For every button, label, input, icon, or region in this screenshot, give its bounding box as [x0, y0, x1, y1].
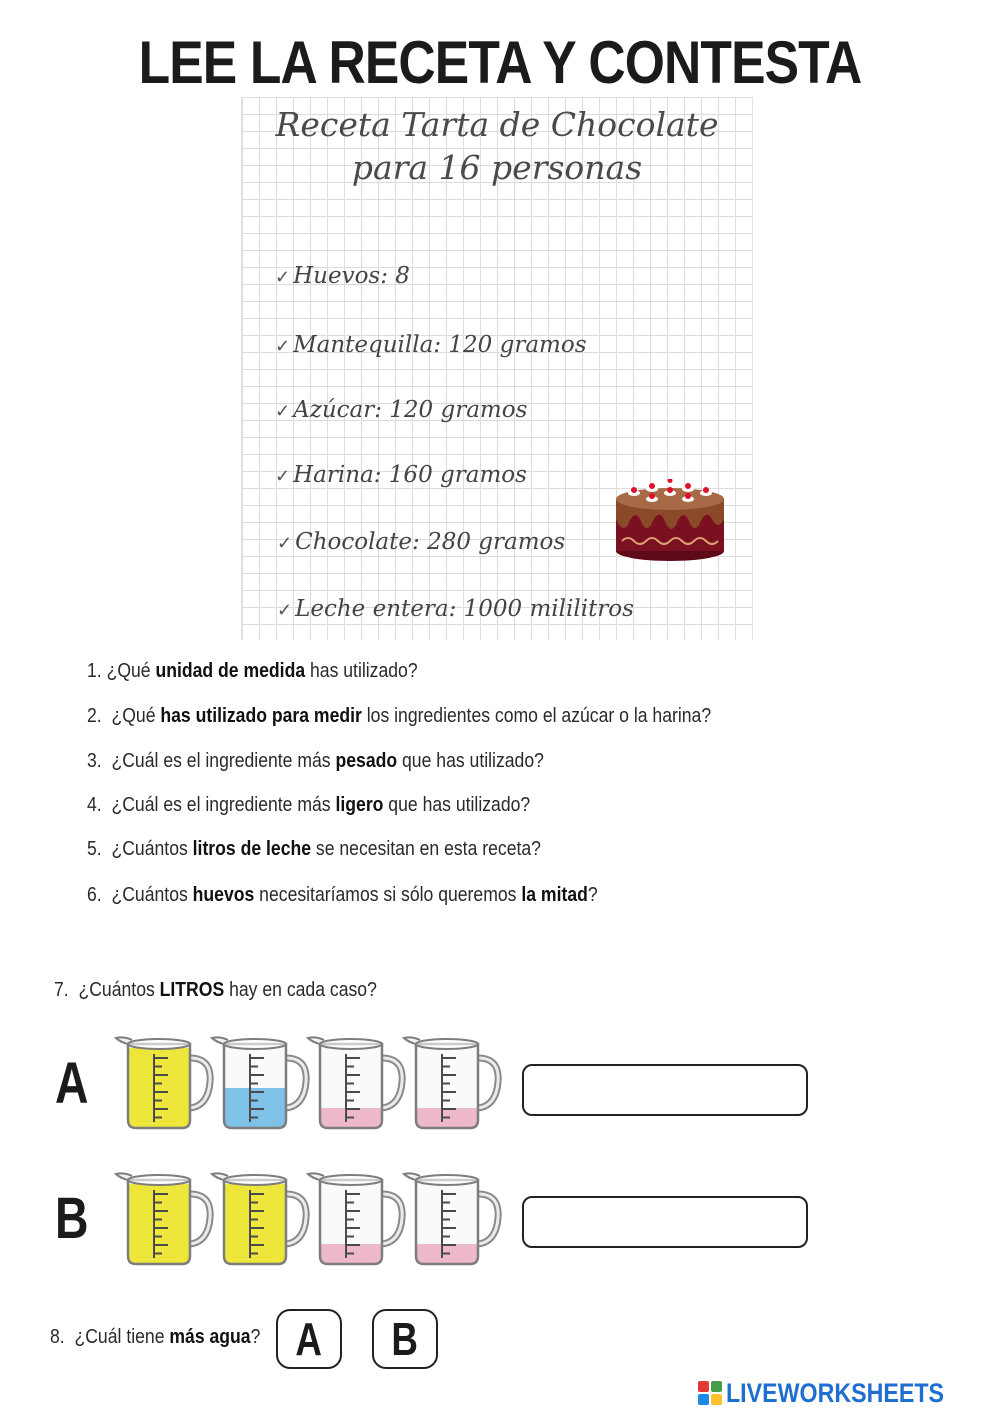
ingredient-item: ✓ Chocolate: 280 gramos	[277, 529, 566, 555]
row-b-label: B	[55, 1186, 89, 1251]
question-6: 6. ¿Cuántos huevos necesitaríamos si sólo queremos la mitad?	[87, 884, 598, 906]
recipe-card	[241, 97, 753, 640]
answer-input-b[interactable]	[522, 1196, 808, 1248]
question-2: 2. ¿Qué has utilizado para medir los ingredientes como el azúcar o la harina?	[87, 705, 712, 727]
measuring-jug-icon	[306, 1034, 406, 1134]
ingredient-item: ✓ Huevos: 8	[275, 263, 410, 289]
check-icon: ✓	[275, 267, 291, 288]
measuring-jug-icon	[306, 1170, 406, 1270]
measuring-jug-icon	[210, 1170, 310, 1270]
measuring-jug-icon	[210, 1034, 310, 1134]
recipe-title-line2: para 16 personas	[351, 148, 643, 187]
measuring-jug-icon	[402, 1170, 502, 1270]
choice-a-button[interactable]: A	[276, 1309, 342, 1369]
measuring-jug-icon	[402, 1034, 502, 1134]
measuring-jug-icon	[114, 1170, 214, 1270]
ingredient-item: ✓ Azúcar: 120 gramos	[275, 397, 528, 423]
page-title: LEE LA RECETA Y CONTESTA	[138, 29, 862, 96]
ingredient-item: ✓ Mantequilla: 120 gramos	[275, 332, 587, 358]
question-1: 1. ¿Qué unidad de medida has utilizado?	[87, 660, 418, 682]
liveworksheets-logo-icon	[698, 1381, 722, 1405]
row-a-label: A	[55, 1051, 89, 1116]
ingredient-item: ✓ Harina: 160 gramos	[275, 462, 527, 488]
measuring-jug-icon	[114, 1034, 214, 1134]
check-icon: ✓	[275, 401, 291, 422]
check-icon: ✓	[275, 336, 291, 357]
question-4: 4. ¿Cuál es el ingrediente más ligero que has utilizado?	[87, 794, 531, 816]
footer-brand: LIVEWORKSHEETS	[726, 1377, 945, 1408]
question-8: 8. ¿Cuál tiene más agua?	[50, 1326, 261, 1348]
check-icon: ✓	[277, 533, 293, 554]
check-icon: ✓	[277, 600, 293, 621]
ingredient-item: ✓ Leche entera: 1000 mililitros	[277, 596, 634, 622]
cake-icon	[612, 479, 728, 563]
answer-input-a[interactable]	[522, 1064, 808, 1116]
question-7: 7. ¿Cuántos LITROS hay en cada caso?	[54, 979, 377, 1001]
question-3: 3. ¿Cuál es el ingrediente más pesado que has utilizado?	[87, 750, 544, 772]
choice-b-button[interactable]: B	[372, 1309, 438, 1369]
footer-logo	[698, 1378, 980, 1408]
recipe-title-line1: Receta Tarta de Chocolate	[275, 105, 719, 144]
question-5: 5. ¿Cuántos litros de leche se necesitan en esta receta?	[87, 838, 541, 860]
check-icon: ✓	[275, 466, 291, 487]
